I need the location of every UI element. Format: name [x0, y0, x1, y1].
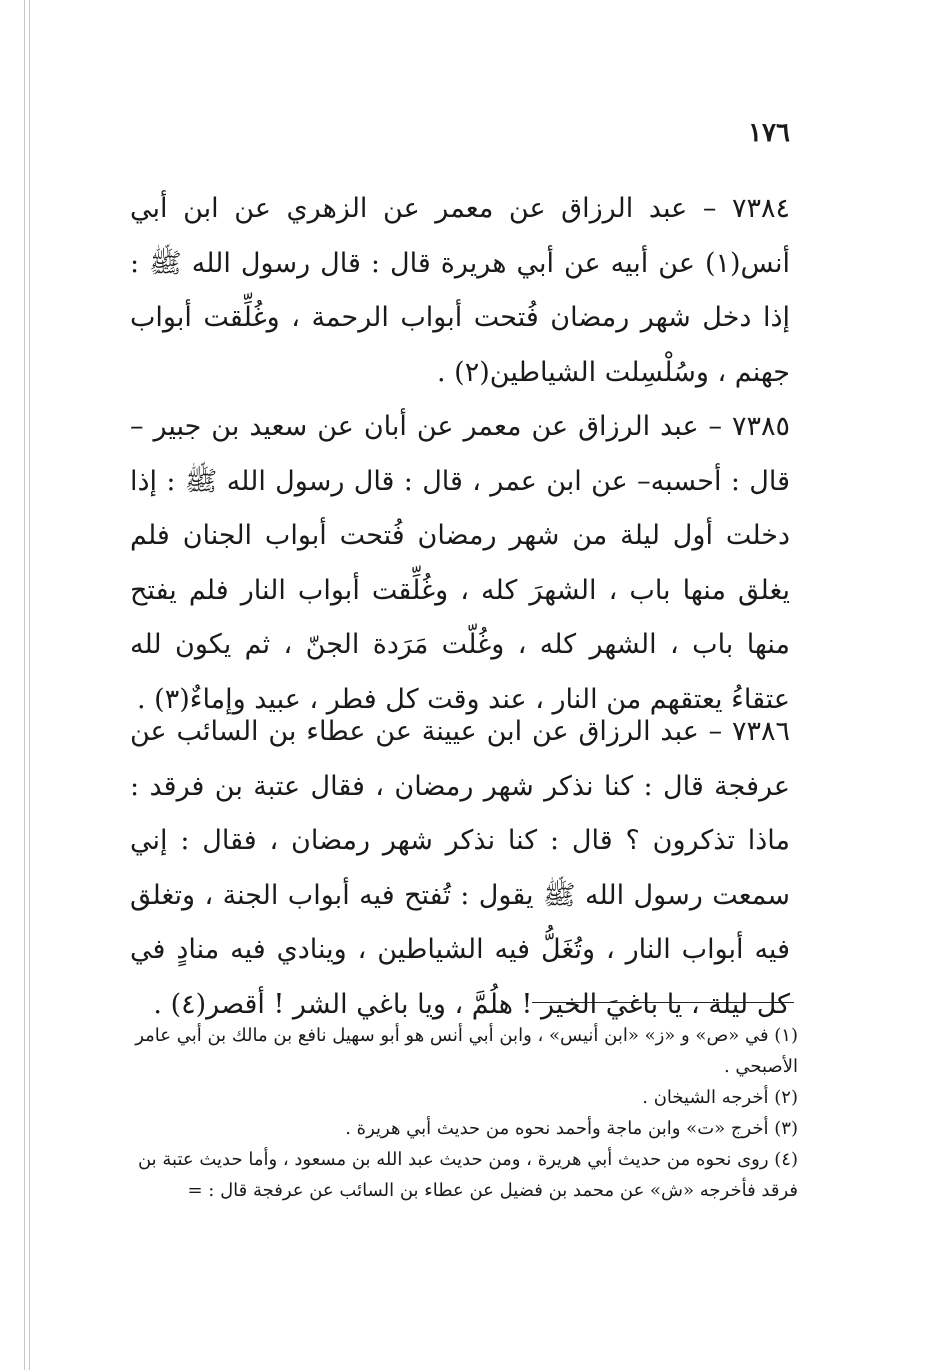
hadith-paragraph-7384: ٧٣٨٤ – عبد الرزاق عن معمر عن الزهري عن ابن أبي أنس(١) عن أبيه عن أبي هريرة قال : قال رسول الله ﷺ : إذا دخل شهر رمضان فُتحت أبواب الرحمة ، وغُلِّقت أبواب جهنم ، وسُلْسِلت الشياطين(٢) .: [130, 193, 790, 388]
hadith-paragraph-7386: ٧٣٨٦ – عبد الرزاق عن ابن عيينة عن عطاء بن السائب عن عرفجة قال : كنا نذكر شهر رمضان ، فقال عتبة بن فرقد : ماذا تذكرون ؟ قال : كنا نذكر شهر رمضان ، فقال : إني سمعت رسول الله ﷺ يقول : تُفتح فيه أبواب الجنة ، وتغلق فيه أبواب النار ، وتُغَلُّ فيه الشياطين ، وينادي فيه منادٍ في كل ليلة ، يا باغيَ الخير ! هلُمَّ ، ويا باغي الشر ! أقصر(٤) .: [130, 716, 790, 1020]
hadith-paragraph-7385: ٧٣٨٥ – عبد الرزاق عن معمر عن أبان عن سعيد بن جبير – قال : أحسبه– عن ابن عمر ، قال : قال رسول الله ﷺ : إذا دخلت أول ليلة من شهر رمضان فُتحت أبواب الجنان فلم يغلق منها باب ، الشهرَ كله ، وغُلِّقت أبواب النار فلم يفتح منها باب ، الشهر كله ، وغُلّت مَرَدة الجنّ ، ثم يكون لله عتقاءُ يعتقهم من النار ، عند وقت كل فطر ، عبيد وإماءٌ(٣) .: [130, 411, 790, 715]
scan-edge-line: [24, 0, 25, 1370]
footnote-4: (٤) روى نحوه من حديث أبي هريرة ، ومن حديث عبد الله بن مسعود ، وأما حديث عتبة بن فرقد فأخرجه «ش» عن محمد بن فضيل عن عطاء بن السائب عن عرفجة قال : =: [137, 1149, 798, 1201]
page-number: ١٧٦: [748, 118, 790, 148]
footnote-2: (٢) أخرجه الشيخان .: [642, 1087, 798, 1108]
footnotes: [130, 1020, 798, 1206]
footnote-3: (٣) أخرج «ت» وابن ماجة وأحمد نحوه من حديث أبي هريرة .: [345, 1118, 798, 1139]
scan-edge-line: [29, 0, 30, 1370]
footnote-1: (١) في «ص» و «ز» «ابن أنيس» ، وابن أبي أنس هو أبو سهيل نافع بن مالك بن أبي عامر الأصبحي .: [135, 1025, 798, 1077]
footnote-divider: [532, 1002, 794, 1003]
